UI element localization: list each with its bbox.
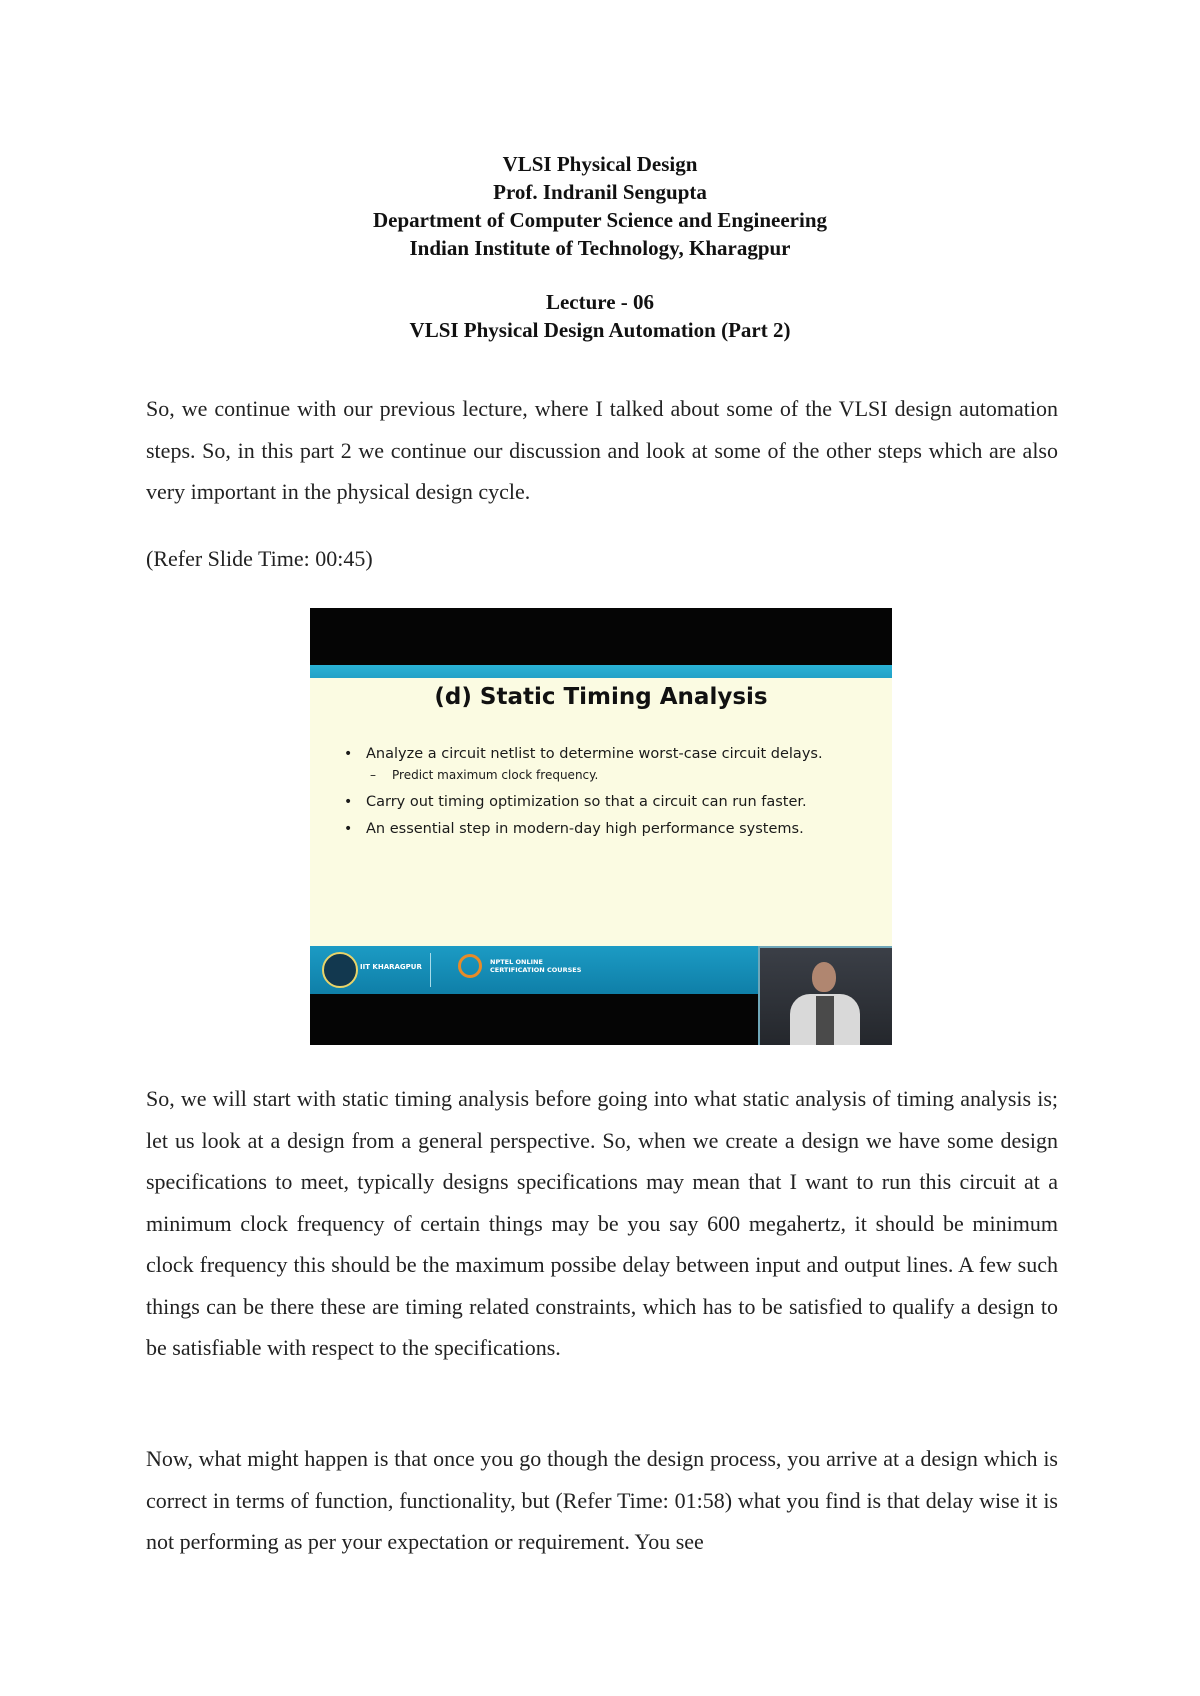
lecture-title: VLSI Physical Design Automation (Part 2) bbox=[409, 318, 791, 342]
paragraph-design-process: Now, what might happen is that once you go though the design process, you arrive at a design which is correct in terms of function, functionality, but (Refer Time: 01:58) what you find is that delay wise it is not performing as per your expectation or requirement. You see bbox=[146, 1446, 1058, 1554]
slide-sub-bullet: – Predict maximum clock frequency. bbox=[340, 767, 880, 783]
refer-slide-time: (Refer Slide Time: 00:45) bbox=[146, 546, 373, 571]
nptel-logo-icon bbox=[458, 954, 482, 978]
footer-divider bbox=[430, 953, 431, 987]
paragraph-intro: So, we continue with our previous lecture, where I talked about some of the VLSI design automation steps. So, in this part 2 we continue our discussion and look at some of the other steps which are also very important in the physical design cycle. bbox=[146, 396, 1058, 504]
institute-name: Indian Institute of Technology, Kharagpur bbox=[409, 236, 791, 260]
slide-bullet: • Carry out timing optimization so that a circuit can run faster. bbox=[340, 792, 880, 812]
professor-name: Prof. Indranil Sengupta bbox=[493, 180, 707, 204]
slide-bullet: • Analyze a circuit netlist to determine worst-case circuit delays. bbox=[340, 744, 880, 764]
department-name: Department of Computer Science and Engineering bbox=[373, 208, 827, 232]
slide-title: (d) Static Timing Analysis bbox=[434, 684, 768, 710]
slide-bullet-list bbox=[340, 744, 880, 846]
iit-kharagpur-logo-text: IIT KHARAGPUR bbox=[360, 963, 422, 971]
iit-kharagpur-logo-icon bbox=[322, 952, 358, 988]
document-header bbox=[0, 150, 1200, 344]
paragraph-static-timing: So, we will start with static timing analysis before going into what static analysis of timing analysis is; let us look at a design from a general perspective. So, when we create a design we have some design specifications to meet, typically designs specifications may mean that I want to run this circuit at a minimum clock frequency of certain things may be you say 600 megahertz, it should be minimum clock frequency this should be the maximum possibe delay between input and output lines. A few such things can be there these are timing related constraints, which has to be satisfied to qualify a design to be satisfiable with respect to the specifications. bbox=[146, 1086, 1058, 1360]
nptel-logo-text bbox=[490, 958, 581, 974]
slide-bullet: • An essential step in modern-day high performance systems. bbox=[340, 819, 880, 839]
nptel-text-line2: CERTIFICATION COURSES bbox=[490, 966, 582, 974]
lecture-number: Lecture - 06 bbox=[545, 290, 655, 314]
presenter-video-inset bbox=[758, 946, 892, 1045]
nptel-text-line1: NPTEL ONLINE bbox=[490, 958, 543, 966]
presenter-vest bbox=[816, 996, 834, 1045]
course-title: VLSI Physical Design bbox=[502, 152, 698, 176]
presenter-head bbox=[812, 962, 836, 992]
lecture-slide-image bbox=[310, 608, 892, 1045]
